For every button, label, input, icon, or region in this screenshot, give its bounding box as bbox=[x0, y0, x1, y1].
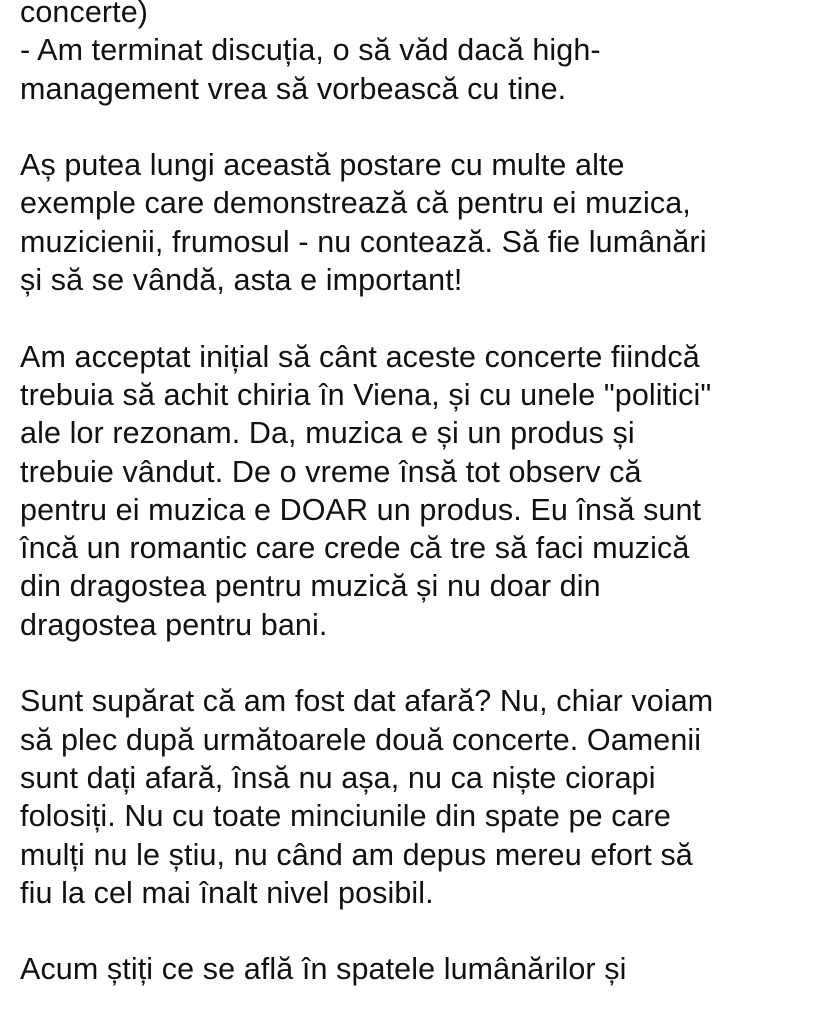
text-line: și să se vândă, asta e important! bbox=[20, 263, 463, 298]
text-line: trebuia să achit chiria în Viena, și cu unele "politici" bbox=[20, 377, 712, 412]
text-line: Sunt supărat că am fost dat afară? Nu, chiar voiam bbox=[20, 684, 714, 719]
text-line: mulți nu le știu, nu când am depus mereu efort să bbox=[20, 837, 693, 872]
text-line: Acum știți ce se află în spatele lumânărilor și bbox=[20, 952, 627, 987]
text-line: să plec după următoarele două concerte. Oamenii bbox=[20, 722, 702, 757]
text-line: muzicienii, frumosul - nu contează. Să fie lumânări bbox=[20, 224, 707, 259]
paragraph bbox=[20, 682, 815, 912]
text-line: management vrea să vorbească cu tine. bbox=[20, 71, 567, 106]
paragraph bbox=[20, 146, 815, 299]
post-text bbox=[20, 0, 815, 989]
text-line: folosiți. Nu cu toate minciunile din spate pe care bbox=[20, 799, 671, 834]
text-line: ale lor rezonam. Da, muzica e și un produs și bbox=[20, 416, 635, 451]
paragraph-gap bbox=[20, 108, 815, 146]
text-line: fiu la cel mai înalt nivel posibil. bbox=[20, 875, 434, 910]
paragraph-gap bbox=[20, 912, 815, 950]
paragraph bbox=[20, 950, 815, 988]
text-line: Am acceptat inițial să cânt aceste concerte fiindcă bbox=[20, 339, 700, 374]
text-line: pentru ei muzica e DOAR un produs. Eu însă sunt bbox=[20, 492, 702, 527]
paragraph-gap bbox=[20, 299, 815, 337]
paragraph bbox=[20, 338, 815, 644]
text-line: trebuie vândut. De o vreme însă tot observ că bbox=[20, 454, 642, 489]
text-line: - Am terminat discuția, o să văd dacă high- bbox=[20, 33, 601, 68]
text-line: Aș putea lungi această postare cu multe alte bbox=[20, 148, 625, 183]
paragraph bbox=[20, 0, 815, 108]
paragraph-gap bbox=[20, 644, 815, 682]
text-line: din dragostea pentru muzică și nu doar din bbox=[20, 569, 601, 604]
text-line: concerte) bbox=[20, 0, 149, 29]
text-line: exemple care demonstrează că pentru ei muzica, bbox=[20, 186, 691, 221]
text-line: sunt dați afară, însă nu așa, nu ca niște ciorapi bbox=[20, 760, 656, 795]
text-line: încă un romantic care crede că tre să faci muzică bbox=[20, 531, 690, 566]
text-line: dragostea pentru bani. bbox=[20, 607, 328, 642]
